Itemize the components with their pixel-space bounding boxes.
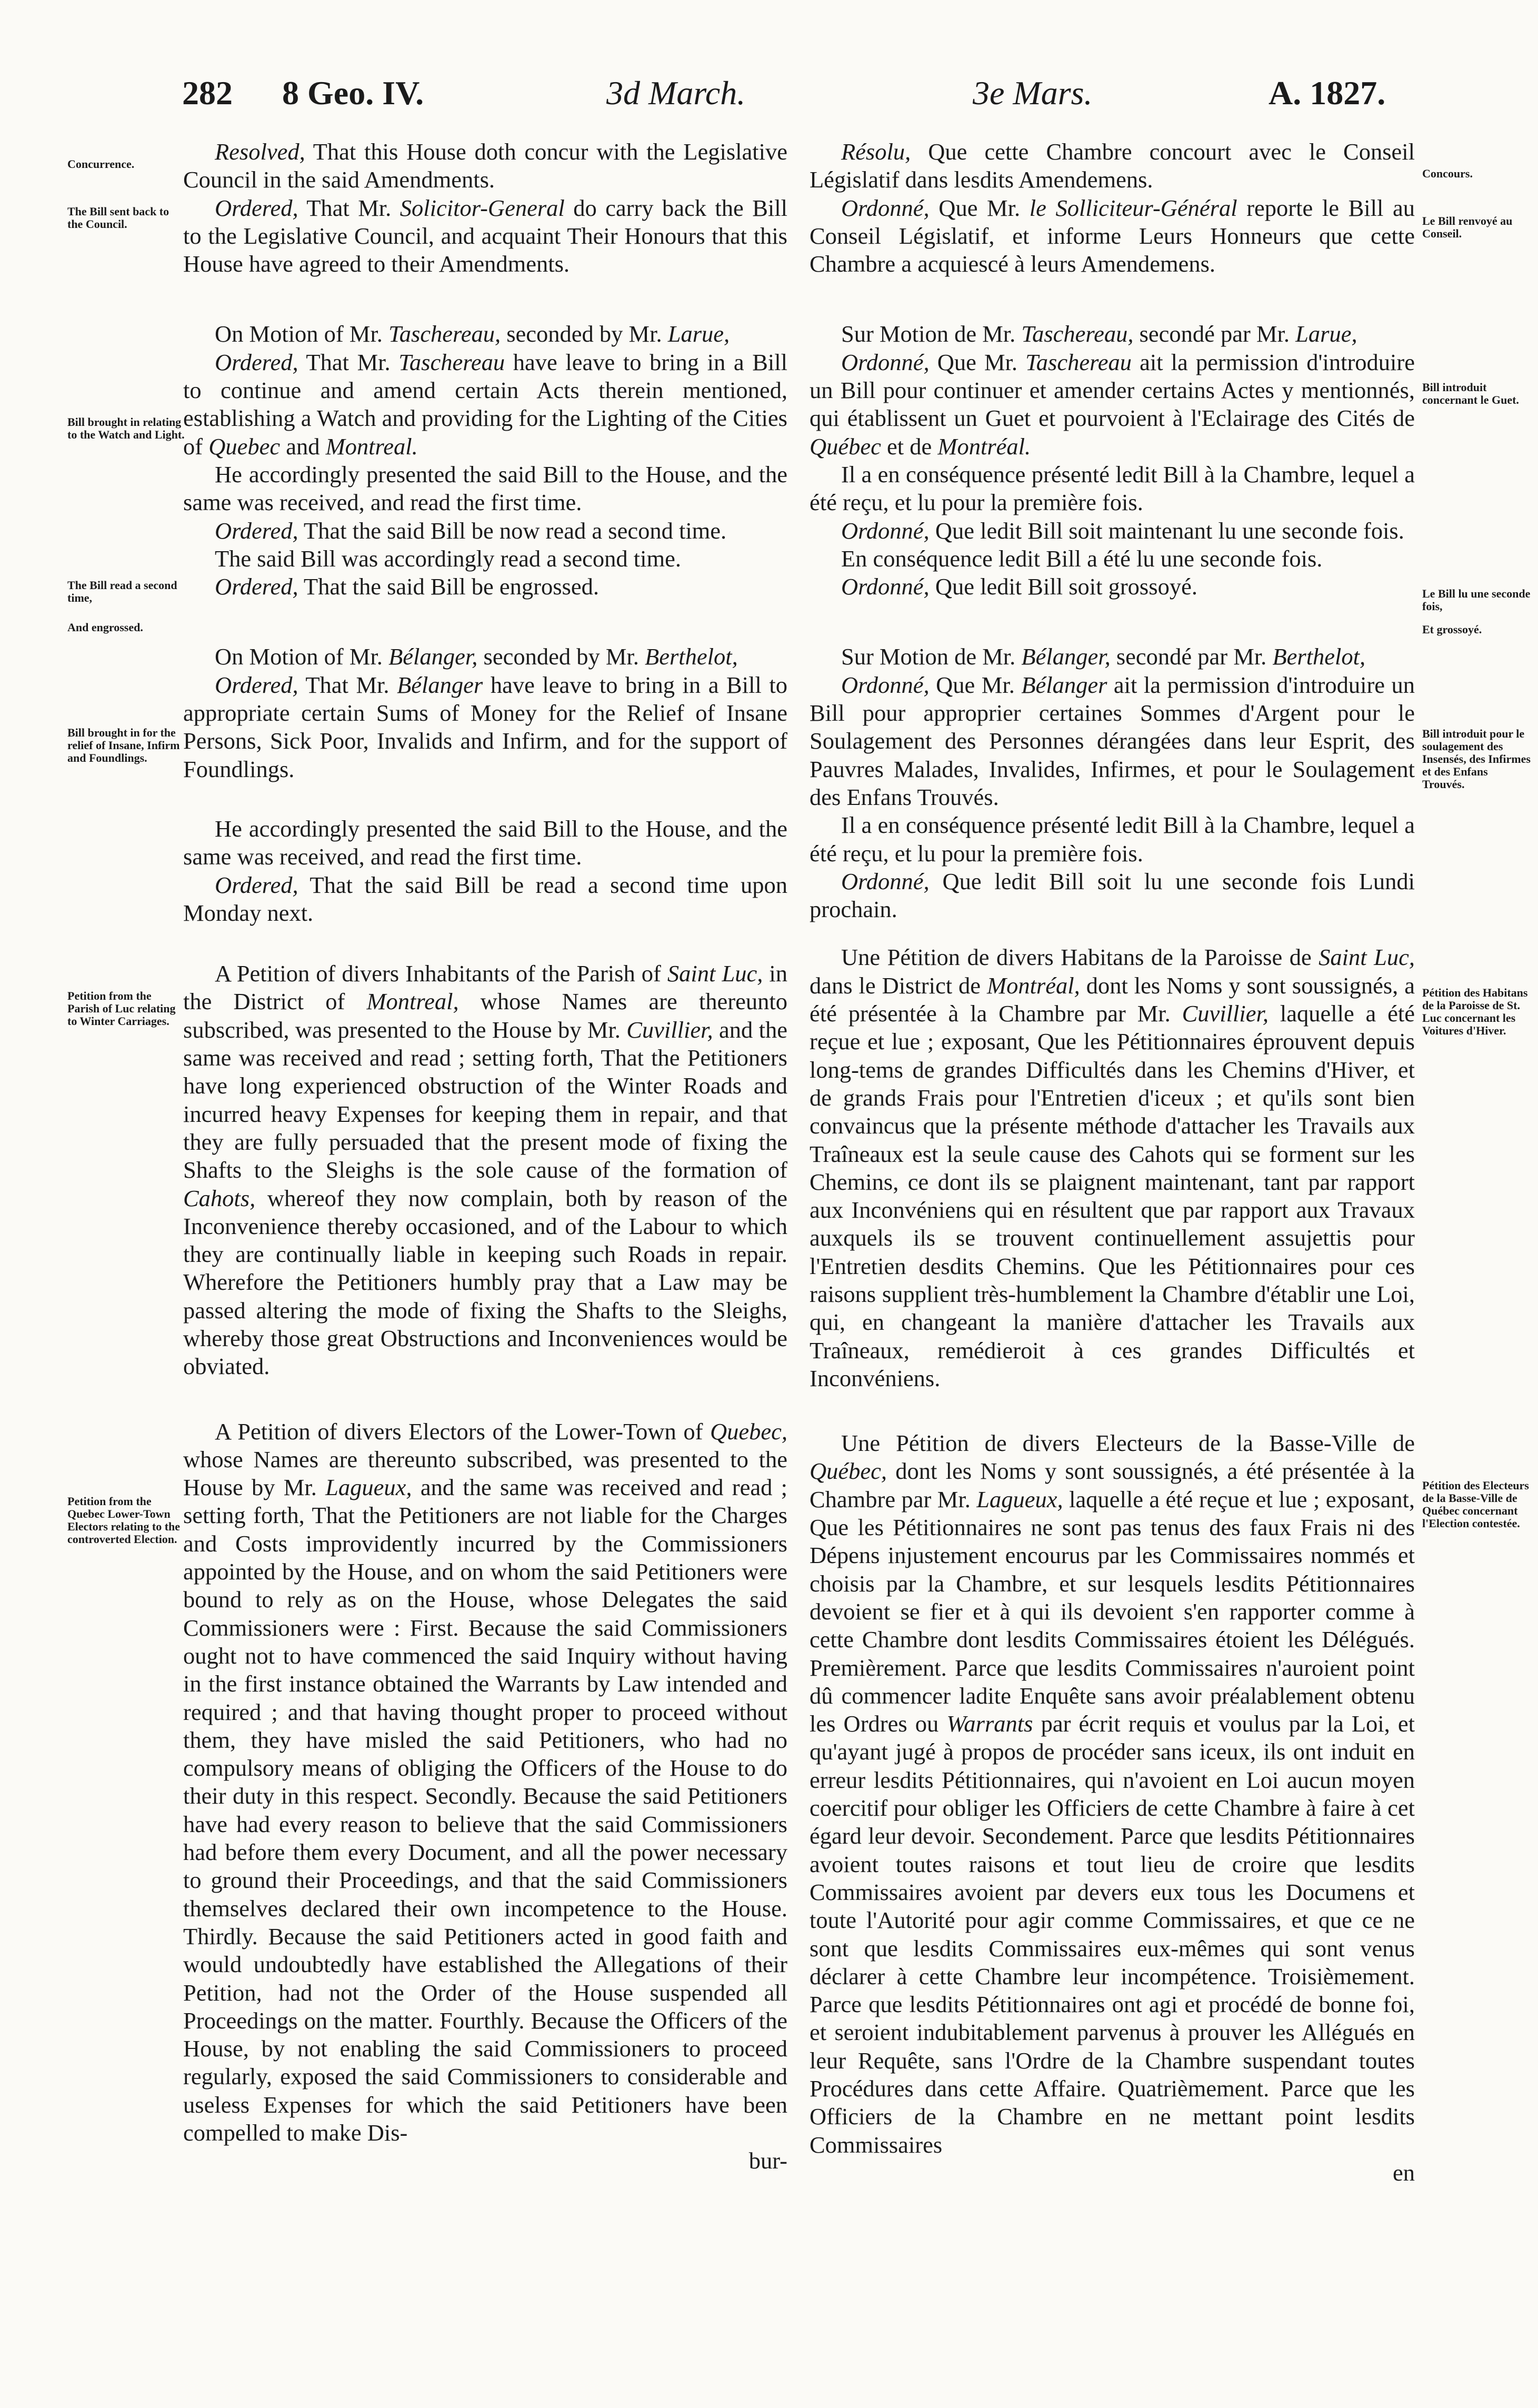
page-header <box>0 74 1538 132</box>
french-column <box>810 138 1415 2187</box>
motion-paragraph: On Motion of Mr. Taschereau, seconded by Mr. Larue, <box>215 321 730 347</box>
petition-paragraph: A Petition of divers Inhabitants of the Parish of Saint Luc, in the District of Montreal, whose Names are thereunto subscribed, was presented to the House by Mr. Cuvillier, and the same was received and read ; setting forth, That the Petitioners have long experienced obstruction of the Winter Roads and incurred heavy Expenses for keeping them in repair, and that they are fully persuaded that the present mode of fixing the Shafts to the Sleighs is the sole cause of the formation of Cahots, whereof they now complain, both by reason of the Inconvenience thereby occasioned, and of the Labour to which they are continually liable in keeping such Roads in repair. Wherefore the Petitioners humbly pray that a Law may be passed altering the mode of fixing the Shafts to the Sleighs, whereby those great Obstructions and Inconveniences would be obviated. <box>183 960 787 1380</box>
margin-note-right: Pétition des Electeurs de la Basse-Ville de Québec concernant l'Election contestée. <box>1422 1479 1529 1530</box>
ordered-paragraph: Ordered, That the said Bill be read a second time upon Monday next. <box>183 871 787 926</box>
ordered-paragraph: Ordered, That Mr. Taschereau have leave to bring in a Bill to continue and amend certain Acts therein mentioned, establishing a Watch and providing for the Lighting of the Cities of Quebec and Montreal. <box>183 349 787 460</box>
margin-note-left: Bill brought in relating to the Watch and Light. <box>67 415 185 441</box>
margin-note-left: Petition from the Quebec Lower-Town Electors relating to the controverted Election. <box>67 1495 181 1546</box>
petition-paragraph: Une Pétition de divers Habitans de la Paroisse de Saint Luc, dans le District de Montréal, dont les Noms y sont soussignés, a été présentée à la Chambre par Mr. Cuvillier, laquelle a été reçue et lue ; exposant, Que les Pétitionnaires éprouvent depuis long-tems de grandes Difficultés dans les Chemins d'Hiver, et de grands Frais pour l'Entretien d'iceux ; et qu'ils sont bien convaincus que la présente méthode d'attacher les Travails aux Traîneaux est la seule cause des Cahots qui se forment sur les Chemins, ce dont ils se plaignent maintenant, tant par rapport aux Inconvéniens qui en résultent que par rapport aux Travaux auxquels ils se trouvent continuellement assujettis pour l'Entretien desdits Chemins. Que les Pétitionnaires pour ces raisons supplient très-humblement la Chambre d'établir une Loi, qui, en changeant la manière d'attacher les Travails aux Traîneaux, remédieroit à ces grandes Difficultés et Inconvéniens. <box>810 944 1415 1391</box>
margin-note-right: Le Bill renvoyé au Conseil. <box>1422 214 1513 240</box>
margin-note-left: And engrossed. <box>67 621 143 634</box>
margin-note-left: The Bill read a second time, <box>67 579 177 604</box>
resolved-paragraph: Résolu, Que cette Chambre concourt avec le Conseil Législatif dans lesdits Amendemens. <box>810 138 1415 193</box>
reign: 8 Geo. IV. <box>282 74 424 112</box>
margin-note-right: Concours. <box>1422 167 1473 180</box>
presented-paragraph: Il a en conséquence présenté ledit Bill à la Chambre, lequel a été reçu, et lu pour la première fois. <box>810 812 1415 867</box>
page-number: 282 <box>182 74 233 112</box>
margin-note-right: Et grossoyé. <box>1422 623 1482 636</box>
year: A. 1827. <box>1269 74 1386 112</box>
resolved-paragraph: Resolved, That this House doth concur with the Legislative Council in the said Amendments. <box>183 138 787 193</box>
catchword: bur- <box>748 2147 787 2174</box>
petition-paragraph: A Petition of divers Electors of the Lower-Town of Quebec, whose Names are thereunto subscribed, was presented to the House by Mr. Lagueux, and the same was received and read ; setting forth, That the Petitioners are not liable for the Charges and Costs improvidently incurred by the Commissioners appointed by the House, and on whom the said Petitioners were bound to rely as on the House, whose Delegates the said Commissioners were : First. Because the said Commissioners ought not to have commenced the said Inquiry without having in the first instance obtained the Warrants by Law intended and required ; and that having thought proper to proceed without them, they have misled the said Petitioners, who had no compulsory means of obliging the Officers of the House to do their duty in this respect. Secondly. Because the said Petitioners have had every reason to believe that the said Commissioners had before them every Document, and all the power necessary to ground their Proceedings, and that the said Commissioners themselves declared their own incompetence to the House. Thirdly. Because the said Petitioners acted in good faith and would undoubtedly have established the Allegations of their Petition, had not the Order of the House suspended all Proceedings on the matter. Fourthly. Because the Officers of the House, by not enabling the said Commissioners to proceed regularly, exposed the said Commissioners to considerable and useless Expenses for which the said Petitioners have been compelled to make Dis- <box>183 1418 787 2146</box>
date-french: 3e Mars. <box>973 74 1093 112</box>
motion-paragraph: On Motion of Mr. Bélanger, seconded by Mr. Berthelot, <box>215 643 738 670</box>
read-paragraph: En conséquence ledit Bill a été lu une seconde fois. <box>841 545 1323 572</box>
ordered-paragraph: Ordonné, Que ledit Bill soit grossoyé. <box>841 573 1197 600</box>
ordered-paragraph: Ordered, That the said Bill be now read a second time. <box>215 517 727 544</box>
date-english: 3d March. <box>606 74 746 112</box>
margin-note-right: Pétition des Habitans de la Paroisse de St. Luc concernant les Voitures d'Hiver. <box>1422 986 1528 1037</box>
margin-note-right: Bill introduit pour le soulagement des Insensés, des Infirmes et des Enfans Trouvés. <box>1422 727 1531 791</box>
margin-note-right: Le Bill lu une seconde fois, <box>1422 587 1531 613</box>
ordered-paragraph: Ordered, That Mr. Bélanger have leave to bring in a Bill to appropriate certain Sums of Money for the Relief of Insane Persons, Sick Poor, Invalids and Infirm, and for the support of Foundlings. <box>183 671 787 782</box>
margin-note-left: The Bill sent back to the Council. <box>67 205 169 231</box>
ordered-paragraph: Ordonné, Que Mr. le Solliciteur-Général reporte le Bill au Conseil Législatif, et informe Leurs Honneurs que cette Chambre a acquiescé à leurs Amendemens. <box>810 194 1415 277</box>
presented-paragraph: He accordingly presented the said Bill to the House, and the same was received, and read the first time. <box>183 461 787 516</box>
margin-note-right: Bill introduit concernant le Guet. <box>1422 381 1519 406</box>
catchword: en <box>1392 2159 1415 2186</box>
read-paragraph: The said Bill was accordingly read a second time. <box>215 545 682 572</box>
ordered-paragraph: Ordonné, Que ledit Bill soit maintenant lu une seconde fois. <box>841 517 1404 544</box>
petition-paragraph: Une Pétition de divers Electeurs de la Basse-Ville de Québec, dont les Noms y sont soussignés, a été présentée à la Chambre par Mr. Lagueux, laquelle a été reçue et lue ; exposant, Que les Pétitionnaires ne sont pas tenus des faux Frais ni des Dépens injustement encourus par les Commissaires nommés et choisis par la Chambre, et sur lesquels lesdits Pétitionnaires devoient se fier et à qui ils devoient s'en rapporter comme à cette Chambre dont lesdits Commissaires étoient les Délégués. Premièrement. Parce que lesdits Commissaires n'auroient point dû commencer ladite Enquête sans avoir préalablement obtenu les Ordres ou Warrants par écrit requis et voulus par la Loi, et qu'ayant jugé à propos de procéder sans iceux, ils ont induit en erreur lesdits Pétitionnaires, qui n'avoient en Loi aucun moyen coercitif pour obliger les Officiers de cette Chambre à faire à cet égard leur devoir. Secondement. Parce que lesdits Pétitionnaires avoient toutes raisons et tout lieu de croire que lesdits Commissaires avoient par devers eux tous les Documens et toute l'Autorité pour agir comme Commissaires, et que ce ne sont que lesdits Commissaires eux-mêmes qui sont venus déclarer à cette Chambre leur incompétence. Troisièmement. Parce que lesdits Pétitionnaires ont agi et procédé de bonne foi, et seroient indubitablement parvenus à prouver les Allégués en leur Requête, sans l'Ordre de la Chambre suspendant toutes Procédures dans cette Affaire. Quatrièmement. Parce que les Officiers de la Chambre en ne mettant point lesdits Commissaires <box>810 1430 1415 2158</box>
motion-paragraph: Sur Motion de Mr. Bélanger, secondé par Mr. Berthelot, <box>841 643 1366 670</box>
ordered-paragraph: Ordered, That the said Bill be engrossed. <box>215 573 600 600</box>
ordered-paragraph: Ordonné, Que Mr. Bélanger ait la permission d'introduire un Bill pour approprier certaines Sommes d'Argent pour le Soulagement des Personnes dérangées dans leur Esprit, des Pauvres Malades, Invalides, Infirmes, et pour le Soulagement des Enfans Trouvés. <box>810 671 1415 810</box>
motion-paragraph: Sur Motion de Mr. Taschereau, secondé par Mr. Larue, <box>841 321 1357 347</box>
presented-paragraph: He accordingly presented the said Bill to the House, and the same was received, and read the first time. <box>183 815 787 870</box>
margin-note-left: Petition from the Parish of Luc relating to Winter Carriages. <box>67 989 176 1028</box>
presented-paragraph: Il a en conséquence présenté ledit Bill à la Chambre, lequel a été reçu, et lu pour la première fois. <box>810 461 1415 516</box>
english-column <box>183 138 787 2175</box>
margin-note-left: Concurrence. <box>67 157 135 171</box>
margin-note-left: Bill brought in for the relief of Insane, Infirm and Foundlings. <box>67 726 180 764</box>
ordered-paragraph: Ordonné, Que ledit Bill soit lu une seconde fois Lundi prochain. <box>810 868 1415 923</box>
ordered-paragraph: Ordered, That Mr. Solicitor-General do carry back the Bill to the Legislative Council, and acquaint Their Honours that this House have agreed to their Amendments. <box>183 194 787 277</box>
ordered-paragraph: Ordonné, Que Mr. Taschereau ait la permission d'introduire un Bill pour continuer et amender certains Actes y mentionnés, qui établissent un Guet et pourvoient à l'Eclairage des Cités de Québec et de Montréal. <box>810 349 1415 460</box>
